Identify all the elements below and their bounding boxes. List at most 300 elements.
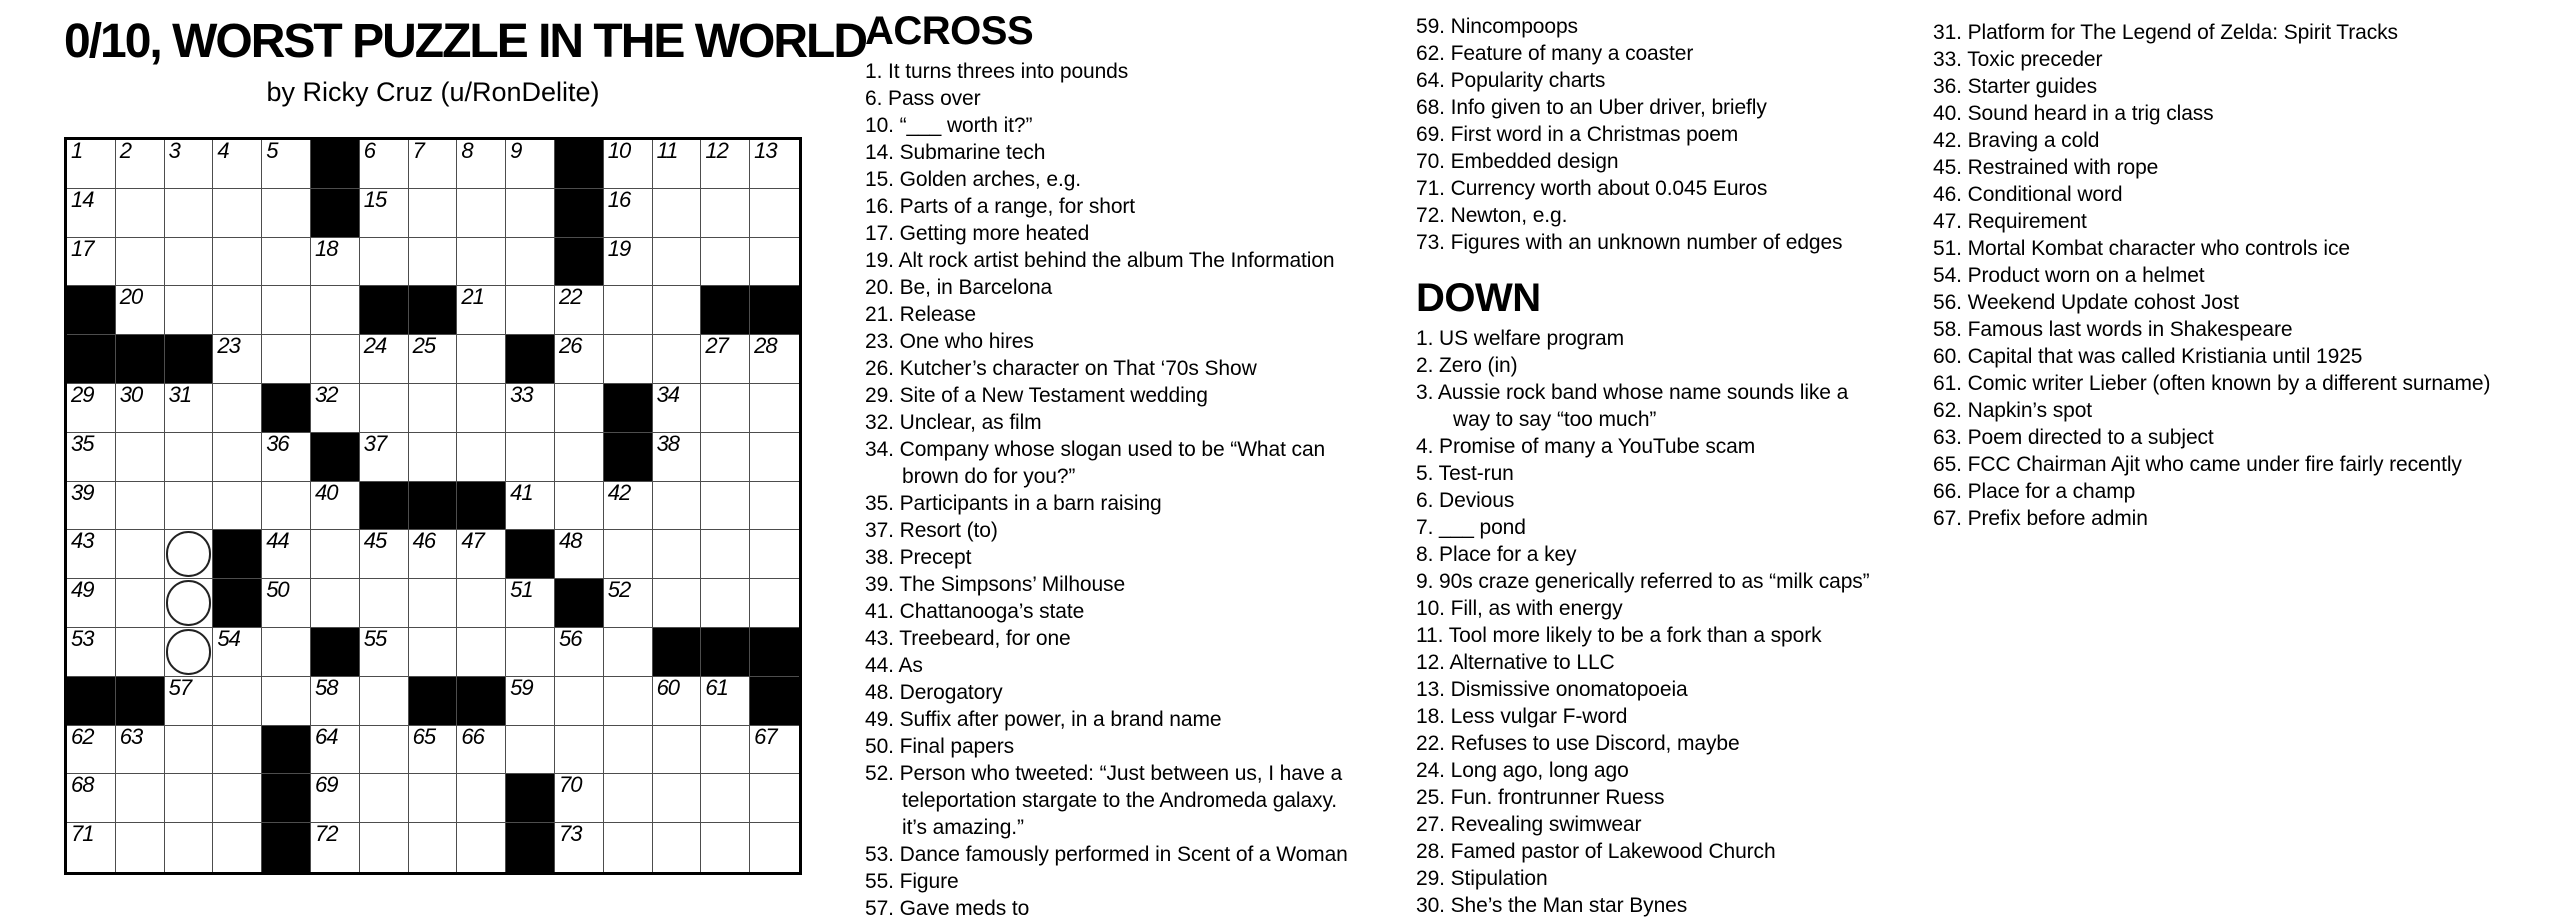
grid-cell[interactable] <box>653 774 702 823</box>
grid-cell[interactable] <box>311 335 360 384</box>
grid-cell[interactable] <box>67 430 116 482</box>
grid-cell[interactable] <box>409 530 458 579</box>
grid-cell[interactable] <box>165 286 214 335</box>
grid-cell-block <box>701 286 750 335</box>
grid-cell[interactable] <box>165 482 214 531</box>
grid-cell[interactable] <box>555 625 604 677</box>
grid-cell[interactable] <box>653 482 702 531</box>
grid-cell[interactable] <box>604 774 653 823</box>
cell-number: 38 <box>656 430 680 456</box>
grid-cell[interactable] <box>604 677 653 726</box>
grid-cell[interactable] <box>604 235 653 287</box>
cell-number: 40 <box>314 479 338 505</box>
grid-cell-block <box>653 628 702 677</box>
grid-cell[interactable] <box>165 628 214 677</box>
grid-cell[interactable] <box>213 774 262 823</box>
grid-cell[interactable] <box>409 140 458 189</box>
down-clue-1: 1. US welfare program <box>1416 327 1624 350</box>
down-clue-25: 25. Fun. frontrunner Ruess <box>1416 786 1665 809</box>
down-clue-42: 42. Braving a cold <box>1933 129 2100 152</box>
grid-cell[interactable] <box>311 579 360 628</box>
grid-cell-block <box>506 774 555 823</box>
grid-cell[interactable] <box>409 189 458 238</box>
cell-number: 66 <box>461 723 484 749</box>
grid-cell[interactable] <box>116 774 165 823</box>
across-clue-57: 57. Gave meds to <box>865 897 1030 920</box>
grid-cell[interactable] <box>457 140 506 189</box>
grid-cell[interactable] <box>213 140 262 189</box>
grid-cell[interactable] <box>506 238 555 287</box>
across-clue-37: 37. Resort (to) <box>865 519 998 542</box>
grid-cell-block <box>750 677 799 726</box>
across-clue-6: 6. Pass over <box>865 87 981 110</box>
grid-cell[interactable] <box>653 823 702 872</box>
cell-number: 58 <box>314 674 338 700</box>
grid-cell[interactable] <box>457 774 506 823</box>
cell-number: 37 <box>363 430 387 456</box>
grid-cell[interactable] <box>457 530 506 579</box>
down-clue-46: 46. Conditional word <box>1933 183 2123 206</box>
grid-cell[interactable] <box>555 774 604 823</box>
clue-column-middle <box>1416 13 1941 919</box>
grid-cell[interactable] <box>555 726 604 775</box>
grid-cell[interactable] <box>457 433 506 482</box>
cell-number: 60 <box>656 674 680 700</box>
down-clue-31: 31. Platform for The Legend of Zelda: Spirit Tracks <box>1933 21 2398 44</box>
grid-cell[interactable] <box>457 579 506 628</box>
cell-number: 36 <box>266 430 289 456</box>
grid-cell[interactable] <box>750 384 799 433</box>
cell-number: 59 <box>510 674 533 700</box>
grid-cell[interactable] <box>701 384 750 433</box>
grid-cell[interactable] <box>262 677 311 726</box>
grid-cell[interactable] <box>360 579 409 628</box>
grid-cell[interactable] <box>653 726 702 775</box>
grid-cell[interactable] <box>311 823 360 872</box>
grid-cell[interactable] <box>409 238 458 287</box>
down-clues-list-2 <box>1933 19 2560 532</box>
crossword-grid <box>64 137 802 875</box>
grid-cell[interactable] <box>360 726 409 775</box>
grid-cell[interactable] <box>750 433 799 482</box>
grid-cell[interactable] <box>457 286 506 335</box>
grid-cell[interactable] <box>116 723 165 775</box>
grid-cell-block <box>409 286 458 335</box>
across-clue-32: 32. Unclear, as film <box>865 411 1042 434</box>
grid-cell[interactable] <box>750 774 799 823</box>
grid-cell[interactable] <box>457 335 506 384</box>
grid-cell-block <box>116 335 165 384</box>
grid-cell[interactable] <box>360 384 409 433</box>
cell-number: 29 <box>71 381 94 407</box>
grid-cell[interactable] <box>653 189 702 238</box>
grid-cell[interactable] <box>165 579 214 628</box>
grid-cell[interactable] <box>213 433 262 482</box>
cell-number: 65 <box>412 723 436 749</box>
grid-cell[interactable] <box>213 189 262 238</box>
grid-cell[interactable] <box>653 430 702 482</box>
grid-cell[interactable] <box>213 482 262 531</box>
clue-column-right <box>1933 19 2560 532</box>
grid-cell[interactable] <box>165 674 214 726</box>
grid-cell-block <box>311 628 360 677</box>
cell-number: 18 <box>314 235 338 261</box>
down-clue-2: 2. Zero (in) <box>1416 354 1518 377</box>
grid-cell[interactable] <box>604 726 653 775</box>
grid-cell[interactable] <box>701 674 750 726</box>
grid-cell[interactable] <box>701 433 750 482</box>
grid-cell[interactable] <box>165 774 214 823</box>
grid-cell[interactable] <box>506 140 555 189</box>
grid-cell[interactable] <box>116 238 165 287</box>
grid-cell[interactable] <box>67 723 116 775</box>
grid-cell[interactable] <box>653 238 702 287</box>
grid-cell[interactable] <box>701 335 750 384</box>
cell-number: 21 <box>461 284 484 310</box>
grid-cell[interactable] <box>701 530 750 579</box>
grid-cell[interactable] <box>604 186 653 238</box>
grid-cell[interactable] <box>409 823 458 872</box>
grid-cell[interactable] <box>604 286 653 335</box>
down-clue-47: 47. Requirement <box>1933 210 2087 233</box>
grid-cell[interactable] <box>311 235 360 287</box>
cell-number: 2 <box>119 138 132 163</box>
across-clue-73: 73. Figures with an unknown number of edges <box>1416 231 1843 254</box>
across-clue-29: 29. Site of a New Testament wedding <box>865 384 1208 407</box>
across-clue-34: 34. Company whose slogan used to be “What can brown do for you?” <box>865 438 1326 488</box>
grid-cell[interactable] <box>506 579 555 628</box>
grid-cell[interactable] <box>555 433 604 482</box>
grid-cell[interactable] <box>213 286 262 335</box>
cell-number: 52 <box>607 577 631 603</box>
grid-cell-block <box>262 726 311 775</box>
grid-cell[interactable] <box>116 628 165 677</box>
grid-cell[interactable] <box>555 286 604 335</box>
grid-cell[interactable] <box>213 238 262 287</box>
grid-cell[interactable] <box>750 823 799 872</box>
grid-cell[interactable] <box>604 530 653 579</box>
grid-cell[interactable] <box>311 381 360 433</box>
grid-cell[interactable] <box>311 479 360 531</box>
cell-number: 72 <box>314 821 338 847</box>
across-clue-70: 70. Embedded design <box>1416 150 1619 173</box>
cell-number: 4 <box>217 138 229 163</box>
grid-cell[interactable] <box>360 530 409 579</box>
grid-cell[interactable] <box>360 430 409 482</box>
grid-cell[interactable] <box>457 823 506 872</box>
grid-cell[interactable] <box>262 628 311 677</box>
grid-cell[interactable] <box>165 823 214 872</box>
grid-cell[interactable] <box>116 189 165 238</box>
grid-cell[interactable] <box>555 530 604 579</box>
grid-cell-block <box>262 823 311 872</box>
grid-cell[interactable] <box>506 381 555 433</box>
down-clue-61: 61. Comic writer Lieber (often known by a different surname) <box>1933 372 2491 395</box>
down-clue-62: 62. Napkin’s spot <box>1933 399 2093 422</box>
cell-number: 16 <box>607 186 631 212</box>
across-clue-72: 72. Newton, e.g. <box>1416 204 1568 227</box>
grid-cell[interactable] <box>409 774 458 823</box>
grid-cell[interactable] <box>67 381 116 433</box>
grid-cell[interactable] <box>555 823 604 872</box>
grid-cell[interactable] <box>67 774 116 823</box>
grid-cell[interactable] <box>457 238 506 287</box>
across-clue-1: 1. It turns threes into pounds <box>865 60 1129 83</box>
grid-cell[interactable] <box>67 625 116 677</box>
grid-cell[interactable] <box>750 482 799 531</box>
cell-number: 9 <box>510 138 522 163</box>
grid-cell[interactable] <box>409 579 458 628</box>
grid-cell[interactable] <box>213 625 262 677</box>
grid-cell[interactable] <box>555 384 604 433</box>
grid-cell[interactable] <box>653 286 702 335</box>
grid-cell[interactable] <box>750 140 799 189</box>
cell-number: 1 <box>71 138 83 163</box>
grid-cell[interactable] <box>506 628 555 677</box>
grid-cell[interactable] <box>262 286 311 335</box>
grid-cell[interactable] <box>116 823 165 872</box>
grid-cell[interactable] <box>653 579 702 628</box>
grid-cell[interactable] <box>653 381 702 433</box>
cell-number: 43 <box>71 528 94 554</box>
grid-cell[interactable] <box>750 530 799 579</box>
grid-cell-block <box>506 823 555 872</box>
cell-number: 61 <box>705 674 728 700</box>
across-clue-48: 48. Derogatory <box>865 681 1003 704</box>
grid-cell[interactable] <box>409 433 458 482</box>
grid-cell[interactable] <box>67 235 116 287</box>
grid-cell[interactable] <box>262 140 311 189</box>
cell-number: 41 <box>510 479 533 505</box>
grid-cell[interactable] <box>67 579 116 628</box>
grid-cell-block <box>67 286 116 335</box>
across-clue-21: 21. Release <box>865 303 976 326</box>
grid-cell-block <box>311 140 360 189</box>
grid-cell[interactable] <box>457 628 506 677</box>
grid-cell-block <box>750 628 799 677</box>
across-clue-19: 19. Alt rock artist behind the album The Information <box>865 249 1335 272</box>
across-clue-14: 14. Submarine tech <box>865 141 1046 164</box>
grid-cell[interactable] <box>653 530 702 579</box>
across-clues-list-2 <box>1416 13 1941 256</box>
grid-cell[interactable] <box>750 723 799 775</box>
grid-cell[interactable] <box>360 625 409 677</box>
grid-cell[interactable] <box>360 238 409 287</box>
grid-cell[interactable] <box>213 823 262 872</box>
puzzle-title: 0/10, WORST PUZZLE IN THE WORLD <box>64 15 867 68</box>
grid-cell[interactable] <box>213 677 262 726</box>
grid-cell[interactable] <box>311 723 360 775</box>
grid-cell[interactable] <box>555 335 604 384</box>
down-clue-11: 11. Tool more likely to be a fork than a spork <box>1416 624 1822 647</box>
grid-cell[interactable] <box>750 335 799 384</box>
down-clue-3: 3. Aussie rock band whose name sounds like a way to say “too much” <box>1416 381 1849 431</box>
grid-cell[interactable] <box>457 384 506 433</box>
grid-cell[interactable] <box>409 723 458 775</box>
grid-cell[interactable] <box>506 674 555 726</box>
across-clue-44: 44. As <box>865 654 923 677</box>
grid-cell-block <box>506 530 555 579</box>
grid-cell[interactable] <box>457 723 506 775</box>
grid-cell[interactable] <box>165 433 214 482</box>
grid-cell[interactable] <box>165 530 214 579</box>
grid-cell[interactable] <box>604 823 653 872</box>
grid-cell[interactable] <box>116 579 165 628</box>
down-clue-40: 40. Sound heard in a trig class <box>1933 102 2214 125</box>
grid-cell[interactable] <box>116 530 165 579</box>
cell-number: 45 <box>363 528 387 554</box>
cell-number: 71 <box>71 821 94 847</box>
grid-cell[interactable] <box>457 189 506 238</box>
grid-cell[interactable] <box>262 482 311 531</box>
cell-number: 35 <box>71 430 94 456</box>
grid-cell[interactable] <box>701 140 750 189</box>
grid-cell[interactable] <box>311 530 360 579</box>
grid-cell[interactable] <box>653 335 702 384</box>
cell-number: 62 <box>71 723 94 749</box>
grid-cell[interactable] <box>116 140 165 189</box>
grid-cell[interactable] <box>262 579 311 628</box>
grid-cell[interactable] <box>311 286 360 335</box>
grid-cell[interactable] <box>213 384 262 433</box>
grid-cell[interactable] <box>604 140 653 189</box>
down-clue-22: 22. Refuses to use Discord, maybe <box>1416 732 1740 755</box>
cell-number: 6 <box>363 138 376 163</box>
grid-cell[interactable] <box>262 335 311 384</box>
grid-cell[interactable] <box>701 189 750 238</box>
grid-cell[interactable] <box>555 677 604 726</box>
grid-cell[interactable] <box>750 189 799 238</box>
grid-cell[interactable] <box>506 189 555 238</box>
cell-number: 70 <box>558 772 582 798</box>
across-clue-43: 43. Treebeard, for one <box>865 627 1071 650</box>
down-clue-9: 9. 90s craze generically referred to as “milk caps” <box>1416 570 1870 593</box>
grid-cell-block <box>67 335 116 384</box>
grid-cell[interactable] <box>701 238 750 287</box>
grid-cell[interactable] <box>67 530 116 579</box>
grid-cell[interactable] <box>555 482 604 531</box>
grid-cell[interactable] <box>262 430 311 482</box>
grid-cell[interactable] <box>262 238 311 287</box>
down-clue-56: 56. Weekend Update cohost Jost <box>1933 291 2239 314</box>
grid-cell[interactable] <box>701 726 750 775</box>
grid-cell-block <box>555 579 604 628</box>
grid-cell[interactable] <box>360 677 409 726</box>
grid-cell[interactable] <box>701 482 750 531</box>
grid-cell[interactable] <box>116 381 165 433</box>
grid-cell-block <box>409 482 458 531</box>
grid-cell[interactable] <box>604 479 653 531</box>
cell-number: 20 <box>119 284 143 310</box>
down-clue-27: 27. Revealing swimwear <box>1416 813 1642 836</box>
grid-cell[interactable] <box>360 186 409 238</box>
across-clue-20: 20. Be, in Barcelona <box>865 276 1053 299</box>
down-clue-58: 58. Famous last words in Shakespeare <box>1933 318 2293 341</box>
grid-cell[interactable] <box>701 823 750 872</box>
grid-cell[interactable] <box>311 774 360 823</box>
grid-cell[interactable] <box>311 674 360 726</box>
cell-number: 27 <box>705 333 728 359</box>
grid-cell[interactable] <box>506 433 555 482</box>
grid-cell[interactable] <box>750 579 799 628</box>
grid-cell[interactable] <box>262 530 311 579</box>
grid-cell[interactable] <box>506 479 555 531</box>
cell-number: 5 <box>266 138 278 163</box>
grid-cell[interactable] <box>213 335 262 384</box>
grid-cell[interactable] <box>360 774 409 823</box>
grid-cell[interactable] <box>67 186 116 238</box>
grid-cell[interactable] <box>653 140 702 189</box>
grid-cell[interactable] <box>360 140 409 189</box>
down-clue-28: 28. Famed pastor of Lakewood Church <box>1416 840 1776 863</box>
grid-cell-block <box>116 677 165 726</box>
down-clue-5: 5. Test-run <box>1416 462 1514 485</box>
grid-cell[interactable] <box>653 674 702 726</box>
grid-cell[interactable] <box>409 335 458 384</box>
grid-cell[interactable] <box>409 628 458 677</box>
grid-cell[interactable] <box>604 579 653 628</box>
grid-cell[interactable] <box>165 140 214 189</box>
puzzle-header <box>64 15 867 107</box>
grid-cell[interactable] <box>604 335 653 384</box>
grid-cell[interactable] <box>506 286 555 335</box>
grid-cell[interactable] <box>409 384 458 433</box>
cell-number: 56 <box>558 625 582 651</box>
grid-cell-block <box>604 433 653 482</box>
down-clue-8: 8. Place for a key <box>1416 543 1577 566</box>
grid-cell[interactable] <box>116 433 165 482</box>
grid-cell[interactable] <box>67 140 116 189</box>
grid-cell[interactable] <box>116 482 165 531</box>
grid-cell[interactable] <box>701 579 750 628</box>
cell-number: 49 <box>71 577 94 603</box>
across-clue-59: 59. Nincompoops <box>1416 15 1578 38</box>
grid-cell[interactable] <box>165 238 214 287</box>
cell-number: 11 <box>656 138 678 163</box>
cell-number: 34 <box>656 381 680 407</box>
grid-cell[interactable] <box>506 726 555 775</box>
grid-cell[interactable] <box>67 479 116 531</box>
grid-cell[interactable] <box>360 823 409 872</box>
across-clue-62: 62. Feature of many a coaster <box>1416 42 1694 65</box>
cell-number: 67 <box>754 723 777 749</box>
across-clue-39: 39. The Simpsons’ Milhouse <box>865 573 1126 596</box>
clue-column-across <box>865 8 1425 922</box>
grid-cell[interactable] <box>165 189 214 238</box>
cell-number: 63 <box>119 723 143 749</box>
cell-number: 24 <box>363 333 387 359</box>
cell-number: 12 <box>705 138 728 163</box>
grid-cell[interactable] <box>165 381 214 433</box>
grid-cell[interactable] <box>165 726 214 775</box>
across-clue-69: 69. First word in a Christmas poem <box>1416 123 1739 146</box>
cell-number: 19 <box>607 235 631 261</box>
cell-number: 3 <box>168 138 180 163</box>
grid-cell[interactable] <box>213 726 262 775</box>
across-clue-35: 35. Participants in a barn raising <box>865 492 1162 515</box>
grid-cell[interactable] <box>604 628 653 677</box>
grid-cell-block <box>311 189 360 238</box>
cell-number: 50 <box>266 577 289 603</box>
grid-cell[interactable] <box>701 774 750 823</box>
grid-cell[interactable] <box>116 286 165 335</box>
grid-cell[interactable] <box>360 335 409 384</box>
grid-cell[interactable] <box>262 189 311 238</box>
cell-number: 47 <box>461 528 484 554</box>
down-clue-29: 29. Stipulation <box>1416 867 1548 890</box>
grid-cell[interactable] <box>67 823 116 872</box>
grid-cell[interactable] <box>750 238 799 287</box>
